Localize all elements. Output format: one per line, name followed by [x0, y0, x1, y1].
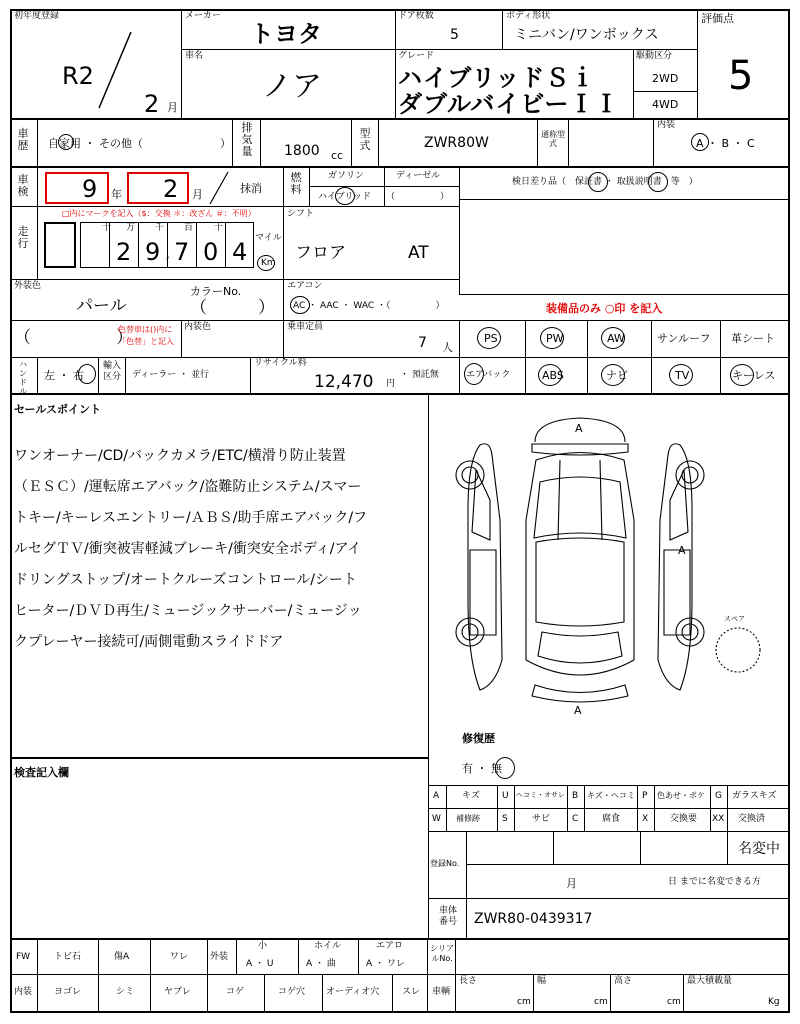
inspection-cancelled: 抹消: [240, 182, 262, 195]
grade-line1: ハイブリッドＳｉ: [398, 64, 596, 92]
manual-circle: [648, 172, 668, 192]
doors-label: ドア枚数: [398, 11, 434, 21]
equip-ps: PS: [484, 332, 498, 345]
drive-label: 駆動区分: [636, 51, 673, 61]
capacity-unit: 人: [442, 341, 453, 354]
shift-type: フロア: [295, 243, 346, 263]
recycle-unit: 円: [386, 379, 396, 389]
reg-month-unit: 月: [566, 877, 577, 890]
chassis-label: 車体番号: [438, 906, 457, 927]
bottom-exterior: 外装: [210, 952, 229, 962]
inspection-month-box: [127, 172, 189, 204]
legend-code-c: C: [572, 814, 579, 824]
fuel-hybrid-circle: [335, 187, 355, 205]
repair-options: 有 ・ 無: [462, 762, 502, 775]
car-name-label: 車名: [185, 51, 204, 61]
legend-code-g: G: [715, 791, 722, 801]
equip-pw: PW: [546, 332, 564, 345]
legend-desc-x: 交換要: [670, 814, 698, 824]
first-reg-month: 2: [144, 90, 160, 118]
drive-4wd: 4WD: [652, 98, 679, 111]
legend-code-w: W: [432, 814, 441, 824]
bottom-size-aero: エアロ: [376, 941, 404, 951]
length-label: 長さ: [459, 976, 478, 986]
mileage-unit-0: 十: [102, 223, 112, 233]
weight-label: 最大積載量: [687, 976, 733, 986]
import-options: ディーラー ・ 並行: [132, 370, 210, 380]
interior-label: 内装: [657, 120, 676, 130]
repair-none-circle: [495, 757, 515, 779]
fuel-diesel: ディーゼル: [396, 171, 441, 181]
paint-change-note: 色替車は()内に「色替」と記入: [118, 325, 174, 346]
legend-code-u: U: [502, 791, 509, 801]
bottom-burn: コゲ: [226, 987, 245, 997]
mileage-digit-3: 7: [174, 238, 190, 266]
drive-2wd: 2WD: [652, 72, 679, 85]
history-private-circle: [58, 134, 74, 150]
bottom-wheel-opts: A ・ 曲: [306, 959, 336, 969]
bottom-small-opts: A ・ U: [246, 959, 274, 969]
serial-label: シリアルNo.: [430, 944, 454, 963]
mileage-unit-3: 百: [184, 223, 194, 233]
sales-line-5: ドリングストップ/オートクルーズコントロール/シート: [14, 572, 357, 588]
inspection-year: 9: [82, 175, 98, 203]
mileage-unit-2: 千: [155, 223, 165, 233]
bottom-size-wheel: ホイル: [314, 941, 342, 951]
recycle-value: 12,470: [314, 372, 374, 392]
equip-navi: ナビ: [606, 369, 628, 382]
inspection-month: 2: [163, 175, 179, 203]
first-reg-slash: [95, 30, 135, 110]
displacement-value: 1800: [284, 143, 320, 159]
history-label: 車歴: [17, 127, 29, 152]
bottom-tear: ヤブレ: [164, 987, 191, 997]
equipment-label: 装備品のみ ○印 を記入: [546, 302, 663, 315]
mileage-digit-4: 0: [203, 238, 219, 266]
car-damage-diagram: [440, 400, 785, 730]
legend-desc-g: ガラスキズ: [732, 791, 777, 801]
inspection-slash: [208, 170, 230, 206]
fuel-label: 燃料: [290, 171, 302, 196]
reg-day-text: 日 までに名変できる方: [668, 877, 761, 887]
legend-code-xx: XX: [712, 814, 725, 824]
ac-circle: [290, 296, 310, 314]
legend-code-p: P: [642, 791, 648, 801]
equip-airbag-circle: [464, 363, 484, 385]
equip-ps-circle: [477, 327, 501, 349]
sales-title: セールスポイント: [14, 403, 102, 416]
inspection-label: 車検: [17, 173, 29, 198]
documents-text: 検日差り品（ 保証書 ・ 取扱説明書 等 ）: [512, 177, 698, 187]
equip-pw-circle: [540, 327, 564, 349]
score-label: 評価点: [701, 12, 734, 25]
mileage-digit-2: 9: [145, 238, 161, 266]
equip-tv: TV: [675, 369, 690, 382]
handle-label: ハンドル: [19, 360, 27, 396]
equip-keyless-circle: [730, 364, 754, 386]
equip-navi-circle: [601, 364, 625, 386]
chassis-value: ZWR80-0439317: [474, 911, 593, 927]
width-unit: cm: [594, 997, 608, 1007]
legend-code-a: A: [433, 791, 440, 801]
reg-no-label: 登録No.: [430, 859, 460, 868]
legend-code-b: B: [572, 791, 579, 801]
handle-right-circle: [78, 364, 96, 384]
shift-label: シフト: [287, 209, 315, 219]
mileage-mark-note: □内にマークを記入（$：交換 ＊：改ざん ＃：不明）: [62, 209, 256, 218]
width-label: 幅: [537, 976, 547, 986]
legend-desc-xx: 交換済: [738, 814, 766, 824]
equip-tv-circle: [669, 364, 693, 386]
equip-abs-circle: [538, 364, 562, 386]
spare-label: スペア: [724, 615, 745, 623]
mileage-digit-5: 4: [232, 238, 248, 266]
equip-aw: AW: [607, 332, 625, 345]
bottom-burn-hole: コゲ穴: [278, 987, 306, 997]
exterior-color: パール: [76, 296, 127, 316]
inspection-year-box: [45, 172, 109, 204]
check-title: 検査記入欄: [14, 766, 69, 779]
interior-grades: A ・ B ・ C: [696, 137, 755, 150]
repair-label: 修復歴: [462, 732, 495, 745]
sales-line-3: トキー/キーレスエントリー/ＡＢＳ/助手席エアバック/フ: [14, 510, 368, 526]
bottom-fw: FW: [16, 952, 31, 962]
ac-options: AC ・ AAC ・ WAC ・（ ）: [293, 301, 445, 311]
recycle-label: リサイクル料: [254, 358, 307, 368]
inspection-month-unit: 月: [192, 188, 203, 201]
equip-keyless: キーレス: [732, 369, 776, 382]
history-close-paren: ）: [220, 137, 231, 150]
legend-desc-c: 腐食: [602, 814, 621, 824]
ac-label: エアコン: [287, 281, 323, 291]
bottom-scratch-a: 傷A: [114, 952, 130, 962]
length-unit: cm: [517, 997, 531, 1007]
damage-mark-rear: A: [574, 704, 582, 717]
sales-line-4: ルセグＴＶ/衝突被害軽減ブレーキ/衝突安全ボディ/アイ: [14, 541, 362, 557]
legend-code-x: X: [642, 814, 649, 824]
grade-line2: ダブルバイビーＩＩ: [398, 90, 620, 118]
mileage-unit-4: 十: [214, 223, 224, 233]
body-label: ボディ形状: [506, 11, 551, 21]
inspection-year-unit: 年: [111, 188, 122, 201]
sales-line-1: ワンオーナー/CD/バックカメラ/ETC/横滑り防止装置: [14, 448, 346, 464]
handle-options: 左 ・ 右: [44, 369, 84, 382]
mileage-mark-box: [44, 222, 76, 268]
car-name-value: ノア: [262, 69, 322, 104]
capacity-value: 7: [418, 335, 427, 351]
first-reg-era: R2: [62, 62, 94, 90]
common-type-label: 通称型式: [541, 130, 565, 148]
bottom-aero-opts: A ・ ワレ: [366, 959, 405, 969]
bottom-audio-hole: オーディオ穴: [326, 987, 380, 997]
fuel-hybrid: ハイブリッド: [318, 192, 372, 202]
mileage-km-circle: [257, 255, 275, 271]
warranty-circle: [588, 172, 608, 192]
sales-line-7: クプレーヤー接続可/両側電動スライドドア: [14, 634, 284, 650]
mileage-unit-1: 万: [126, 223, 136, 233]
mileage-digit-1: 2: [116, 238, 132, 266]
grade-label: グレード: [398, 51, 435, 61]
inner-color-label: 内装色: [184, 322, 212, 332]
first-reg-label: 初年度登録: [14, 11, 60, 21]
equip-leather: 革シート: [731, 332, 775, 345]
interior-grade-a-circle: [691, 133, 709, 151]
equip-aw-circle: [601, 327, 625, 349]
color-no-value: （ ）: [190, 298, 275, 318]
maker-label: メーカー: [185, 11, 221, 21]
equip-airbag: エアバック: [466, 370, 511, 380]
bottom-crack: ワレ: [170, 952, 189, 962]
sales-lines: [14, 445, 426, 662]
doors-value: 5: [450, 27, 459, 43]
import-label: 輸入区分: [102, 361, 121, 382]
displacement-unit: cc: [331, 149, 344, 162]
bottom-stain: シミ: [116, 987, 135, 997]
first-reg-month-unit: 月: [167, 101, 178, 114]
inner-color-paren: （ ）: [14, 328, 133, 348]
color-no-label: カラーNo.: [190, 285, 242, 298]
height-unit: cm: [667, 997, 681, 1007]
equip-sunroof: サンルーフ: [657, 332, 711, 345]
mileage-mile-label: マイル: [255, 233, 282, 243]
displacement-label: 排気量: [241, 121, 253, 158]
capacity-label: 乗車定員: [287, 322, 324, 332]
damage-mark-front: A: [575, 422, 583, 435]
fuel-gasoline: ガソリン: [328, 171, 365, 181]
equip-abs: ABS: [542, 369, 564, 382]
bottom-chip: トビ石: [54, 952, 82, 962]
bottom-dirt: ヨゴレ: [54, 987, 82, 997]
legend-desc-u: ヘコミ・オサレ: [516, 791, 565, 799]
score-value: 5: [728, 53, 754, 99]
mileage-label: 走行: [17, 225, 29, 250]
mileage-km-label: Km: [261, 258, 276, 268]
maker-value: トヨタ: [250, 20, 322, 48]
legend-desc-w: 補修跡: [456, 814, 480, 823]
bottom-interior: 内装: [14, 987, 33, 997]
damage-mark-right: A: [678, 544, 686, 557]
mileage-comma: ,: [166, 251, 170, 261]
legend-desc-s: サビ: [532, 814, 551, 824]
bottom-size-small: 小: [258, 941, 268, 951]
history-options: 自家用 ・ その他（: [48, 137, 143, 150]
body-value: ミニバン/ワンボックス: [514, 27, 659, 43]
height-label: 高さ: [614, 976, 633, 986]
model-value: ZWR80W: [424, 135, 489, 151]
legend-desc-a: キズ: [462, 791, 480, 801]
legend-desc-p: 色あせ・ボケ: [657, 791, 705, 800]
legend-desc-b: キズ・ヘコミ: [587, 791, 635, 800]
recycle-deposit: ・ 預託無: [400, 370, 439, 380]
name-change-label: 名変中: [738, 841, 780, 857]
bottom-wear: スレ: [402, 987, 421, 997]
type-label: 型式: [359, 127, 371, 152]
sales-line-6: ヒーター/ＤＶＤ再生/ミュージックサーバー/ミュージッ: [14, 603, 362, 619]
transmission-value: AT: [408, 243, 429, 263]
fuel-other: （ ）: [386, 192, 450, 202]
legend-code-s: S: [502, 814, 508, 824]
sales-line-2: （ＥＳＣ）/運転席エアバック/盗難防止システム/スマー: [14, 479, 362, 495]
weight-unit: Kg: [768, 997, 780, 1007]
bottom-vehicle-label: 車輌: [432, 987, 451, 997]
exterior-label: 外装色: [14, 281, 42, 291]
